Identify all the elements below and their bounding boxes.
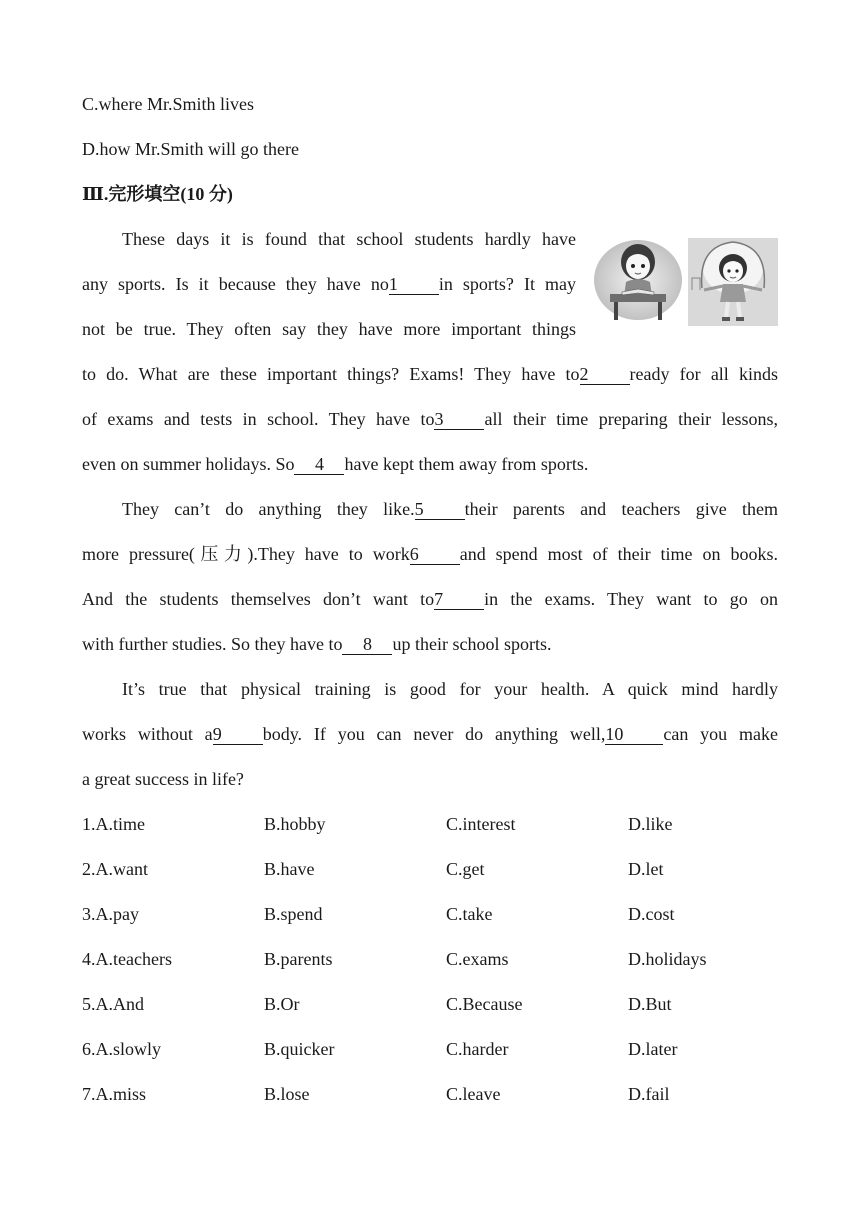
passage-line: not be true. They often say they have more important things	[82, 319, 576, 339]
option-b: B.lose	[264, 1084, 310, 1104]
option-d: D.holidays	[628, 949, 707, 969]
option-a: 5.A.And	[82, 994, 144, 1014]
passage-line: of exams and tests in school. They have to3 all their time preparing their lessons,	[82, 409, 778, 429]
option-c: C.Because	[446, 994, 523, 1014]
option-d: D.later	[628, 1039, 678, 1059]
passage-line: any sports. Is it because they have no1 in sports? It may	[82, 274, 576, 294]
option-b: B.have	[264, 859, 315, 879]
option-d: D.fail	[628, 1084, 670, 1104]
blank-5: 5	[415, 499, 465, 520]
blank-1: 1	[389, 274, 439, 295]
prev-option-c: C.where Mr.Smith lives	[82, 94, 254, 114]
option-b: B.quicker	[264, 1039, 335, 1059]
option-b: B.spend	[264, 904, 323, 924]
option-c: C.take	[446, 904, 493, 924]
blank-10: 10	[605, 724, 663, 745]
option-a: 2.A.want	[82, 859, 148, 879]
passage-line: And the students themselves don’t want to7 in the exams. They want to go on	[82, 589, 778, 609]
blank-9: 9	[213, 724, 263, 745]
passage-line: These days it is found that school students hardly have	[122, 229, 576, 249]
passage-line: It’s true that physical training is good for your health. A quick mind hardly	[122, 679, 778, 699]
prev-option-d: D.how Mr.Smith will go there	[82, 139, 299, 159]
option-d: D.like	[628, 814, 673, 834]
passage-line: to do. What are these important things? Exams! They have to2 ready for all kinds	[82, 364, 778, 384]
passage-line: works without a9 body. If you can never do anything well,10 can you make	[82, 724, 778, 744]
option-b: B.Or	[264, 994, 300, 1014]
blank-6: 6	[410, 544, 460, 565]
option-a: 1.A.time	[82, 814, 145, 834]
option-a: 7.A.miss	[82, 1084, 147, 1104]
passage-line: They can’t do anything they like.5 their parents and teachers give them	[122, 499, 778, 519]
option-c: C.interest	[446, 814, 516, 834]
option-b: B.parents	[264, 949, 333, 969]
option-d: D.But	[628, 994, 672, 1014]
option-d: D.let	[628, 859, 664, 879]
option-b: B.hobby	[264, 814, 326, 834]
passage-line: a great success in life?	[82, 769, 244, 789]
option-a: 4.A.teachers	[82, 949, 172, 969]
passage-line: with further studies. So they have to 8 up their school sports.	[82, 634, 552, 654]
blank-3: 3	[434, 409, 484, 430]
option-a: 6.A.slowly	[82, 1039, 162, 1059]
blank-8: 8	[342, 634, 392, 655]
blank-2: 2	[580, 364, 630, 385]
girl-skipping-illustration	[688, 238, 778, 326]
blank-4: 4	[294, 454, 344, 475]
option-c: C.harder	[446, 1039, 509, 1059]
option-c: C.leave	[446, 1084, 501, 1104]
option-a: 3.A.pay	[82, 904, 139, 924]
blank-7: 7	[434, 589, 484, 610]
section-title: Ⅲ.完形填空(10 分)	[82, 184, 233, 204]
option-c: C.get	[446, 859, 485, 879]
option-d: D.cost	[628, 904, 675, 924]
passage-line: even on summer holidays. So 4 have kept them away from sports.	[82, 454, 589, 474]
passage-line: more pressure(压力).They have to work6 and spend most of their time on books.	[82, 544, 778, 564]
option-c: C.exams	[446, 949, 509, 969]
girl-studying-illustration	[592, 236, 684, 328]
